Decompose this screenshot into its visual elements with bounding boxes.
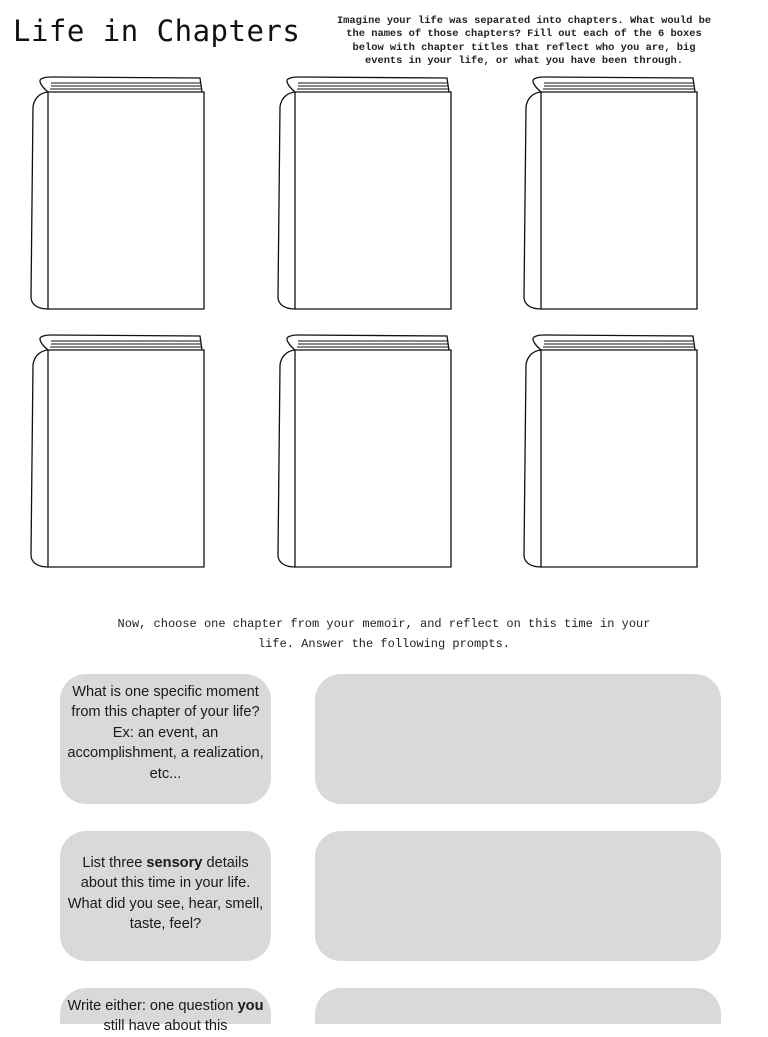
book-outline-icon: [275, 333, 457, 571]
prompt-box-2: [60, 831, 271, 961]
prompt-text-2-after: details about this time in your life. What did you see, hear, smell, taste, feel?: [67, 855, 264, 933]
book-frame-4[interactable]: [28, 333, 210, 571]
page-title: Life in Chapters: [13, 14, 301, 48]
book-frame-6[interactable]: [521, 333, 703, 571]
book-outline-icon: [28, 75, 210, 313]
prompt-text-2-bold: sensory: [146, 855, 203, 871]
prompt-text-3-before: Write either: one question: [67, 998, 238, 1014]
book-outline-icon: [521, 75, 703, 313]
answer-box-2[interactable]: [315, 831, 721, 961]
prompt-text-3-after: still have about this: [103, 1018, 228, 1035]
intro-instructions: Imagine your life was separated into chapters. What would be the names of those chapters? Fill out each of the 6 boxes below with chapter titles that reflect who you are, big events in your life, or what you have been through.: [336, 15, 712, 67]
prompt-box-3: [60, 988, 271, 1035]
book-frame-5[interactable]: [275, 333, 457, 571]
prompt-text-2-before: List three: [82, 855, 147, 871]
book-outline-icon: [275, 75, 457, 313]
book-outline-icon: [521, 333, 703, 571]
prompt-text-3-bold: you: [237, 998, 264, 1014]
answer-box-3[interactable]: [315, 988, 721, 1024]
reflection-instructions: Now, choose one chapter from your memoir, and reflect on this time in your life. Answer the following prompts.: [117, 617, 651, 651]
book-frame-3[interactable]: [521, 75, 703, 313]
prompt-box-1: [60, 674, 271, 804]
book-outline-icon: [28, 333, 210, 571]
book-frame-1[interactable]: [28, 75, 210, 313]
book-frame-2[interactable]: [275, 75, 457, 313]
answer-box-1[interactable]: [315, 674, 721, 804]
prompt-text-1: What is one specific moment from this chapter of your life? Ex: an event, an accomplishment, a realization, etc...: [67, 684, 264, 782]
